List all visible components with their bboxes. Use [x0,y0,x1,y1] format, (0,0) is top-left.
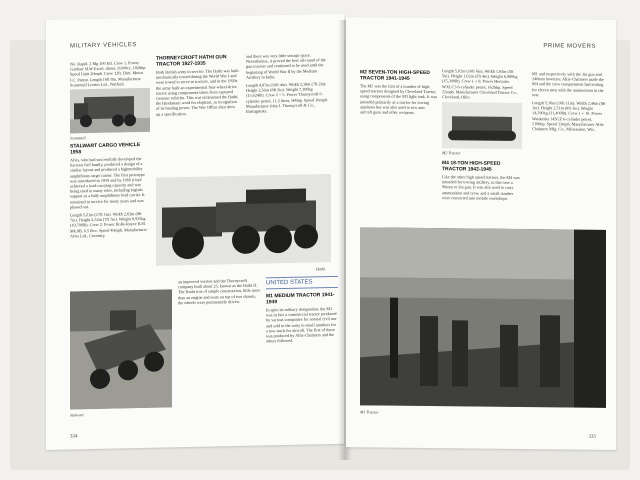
right-col3 [532,71,606,135]
m2-text: The M2 was the first of a number of high-speed tractors designed by Cleveland Tractor, using components of the M3 light tank. It was intended primarily as a tractor for towing airplanes but was also used to tow anti-aircraft guns and other weapons. [360,83,438,115]
caption-m1: M1 Tractor [360,409,379,415]
photo-hathi [156,174,331,266]
col3-text: and there was very little storage space. Nevertheless, it proved the best all-round of the gun tractors and continued to be used until the beginning of World War II by the Medium Artillery in India. [246,52,326,80]
m4-text: Like the other high speed tractors, the M4 was intended for towing artillery, in this case a 90mm or 3in gun. It was also used to carry ammunition and crew, and a small number were converted into mobile workshops. [442,174,520,201]
thornycroft-continued [246,52,330,117]
landing-illustration [360,227,606,408]
photo-m2 [442,102,522,149]
thornycroft-specs: Length 4,97m (16ft 4in). Width 2,18m (7ft 2in). Height 2,56m (8ft 5in). Weight 7,100kg (15,624lb). Crew 2 + 5. Power Thornycroft 6-cylinder petrol, 11.2 litres, 90bhp. Speed 16mph. Manufacturer John I. Thornycroft & Co., Basingstoke. [246,81,328,114]
m2-illustration [442,102,522,149]
truck-illustration [70,88,150,134]
right-header: PRIME MOVERS [543,43,596,50]
m4-heading: M4 18-TON HIGH-SPEED TRACTOR 1942-1945 [442,160,501,173]
m1-heading: M1 MEDIUM TRACTOR 1941-1949 [266,291,335,306]
caption-m2: M2 Tractor [442,150,461,156]
left-header: MILITARY VEHICLES [70,42,137,50]
hathi-illustration [156,174,331,266]
m1-text: In spite its military designation, the M1 was in fact a commercial tractor produced by various companies for normal civil use and sold to the army in small numbers for a tow-truck for aircraft. The first of these was produced by Allis-Chalmers and the others followed. [266,306,337,344]
stalwart-illustration [70,289,172,409]
caption-hathi: Hathi [316,266,326,272]
m2-specs-block [442,68,522,103]
caption-scammell: Scammell [70,135,86,141]
intro-text: No. Rapid. 2 Mg 100 Hd. Crew 1. Power Gardner 6LW Excel. diesel, 8,600cc, 102bhp. Speed limit 20mph. Crew 12ft. Dim. Motor. I.C. Patent. Length 16ft 8in. Manufacturer Scammell Lorries Ltd., Watford. [70,60,147,88]
right-page [346,17,616,450]
stalwart-heading: STALWART CARGO VEHICLE 1958 [70,142,141,156]
hathi-ii-text: an improved version and the Thornycroft company built about 25, known as the Hathi II. The Hathi was of simple construction, little more than an engine and seats on top of two chassis, the wheels were permanently driven. [178,277,261,306]
right-page-number: 335 [588,434,596,440]
photo-stalwart [70,289,172,409]
stalwart-specs: Length 5,21m (17ft 1in). Width 2,62m (8ft 7in). Height 2,32m (7ft 7in). Weight 8,935kg (19,700lb). Crew 2. Power Rolls-Royce B.81 Mk.8B, 6,516cc. Speed 40mph. Manufacturer Alvis Ltd., Coventry. [70,211,147,239]
thornycroft-heading: THORNEYCROFT HATHI GUN TRACTOR 1927-1935 [156,54,227,68]
open-book [20,20,625,460]
thornycroft-text: Both British army in service. The Hathi was built mechanically towed during the World War I and were towed to serve as tractors, and in the 1920s the army built an experimental four-wheel-drive tractor using components taken from captured German vehicles. This was nicknamed the Hathi, the Hindustani word for elephant, in recognition of its hauling power. The War Office then drew up a specification. [156,67,239,117]
m2-specs: Length 5,02m (16ft 6in). Width 1,65m (5ft 5in). Height 1,62m (5ft 4in). Weight 6,980kg (15,390lb). Crew 1 + 8. Power Hercules WXLC3 6-cylinder petrol, 162bhp. Speed 22mph. Manufacturer Cleveland Tractor Co., Cleveland, Ohio. [442,68,518,100]
stalwart-text: Alvis, who had successfully developed the Saracen 6x6 family, produced a design of a similar layout and produced a highmobility amphibious cargo carrier. The first prototype was introduced in 1959 and by 1966 it had achieved a load-carrying capacity and was being used in many roles, including logistic support as a fully-amphibious load carrier. It remained in service for many years and was phased out. [70,156,145,210]
m2-heading: M2 SEVEN-TON HIGH-SPEED TRACTOR 1941-1945 [360,69,430,82]
section-united-states: UNITED STATES [266,276,338,290]
left-page-number: 334 [70,434,78,440]
caption-stalwart: Stalwart [70,412,84,418]
thornycroft-article [156,54,240,120]
col2-text: M1 and respectively with the 3in gun and 240mm howitzer. Allis-Chalmers made the M4 and the crew compartment had seating for eleven men with the ammunition in the rear. [532,71,604,98]
left-page [46,14,344,450]
m2-article [360,69,438,118]
m1-article [266,292,338,347]
col2-specs: Length 5,16m (16ft 11in). Width 2,46m (8ft 1in). Height 2,51m (8ft 3in). Weight 14,290kg (31,400lb). Crew 1 + 10. Power Waukesha 145GZ 6-cylinder petrol, 210bhp. Speed 33mph. Manufacturer Allis-Chalmers Mfg. Co., Milwaukee, Wis. [532,100,606,132]
left-col1-intro [70,60,150,91]
photo-m1-landing [360,227,606,408]
m4-article [442,160,522,204]
photo-scammell [70,88,150,134]
stalwart-article [70,142,150,242]
hathi-ii-text-block [178,277,262,308]
